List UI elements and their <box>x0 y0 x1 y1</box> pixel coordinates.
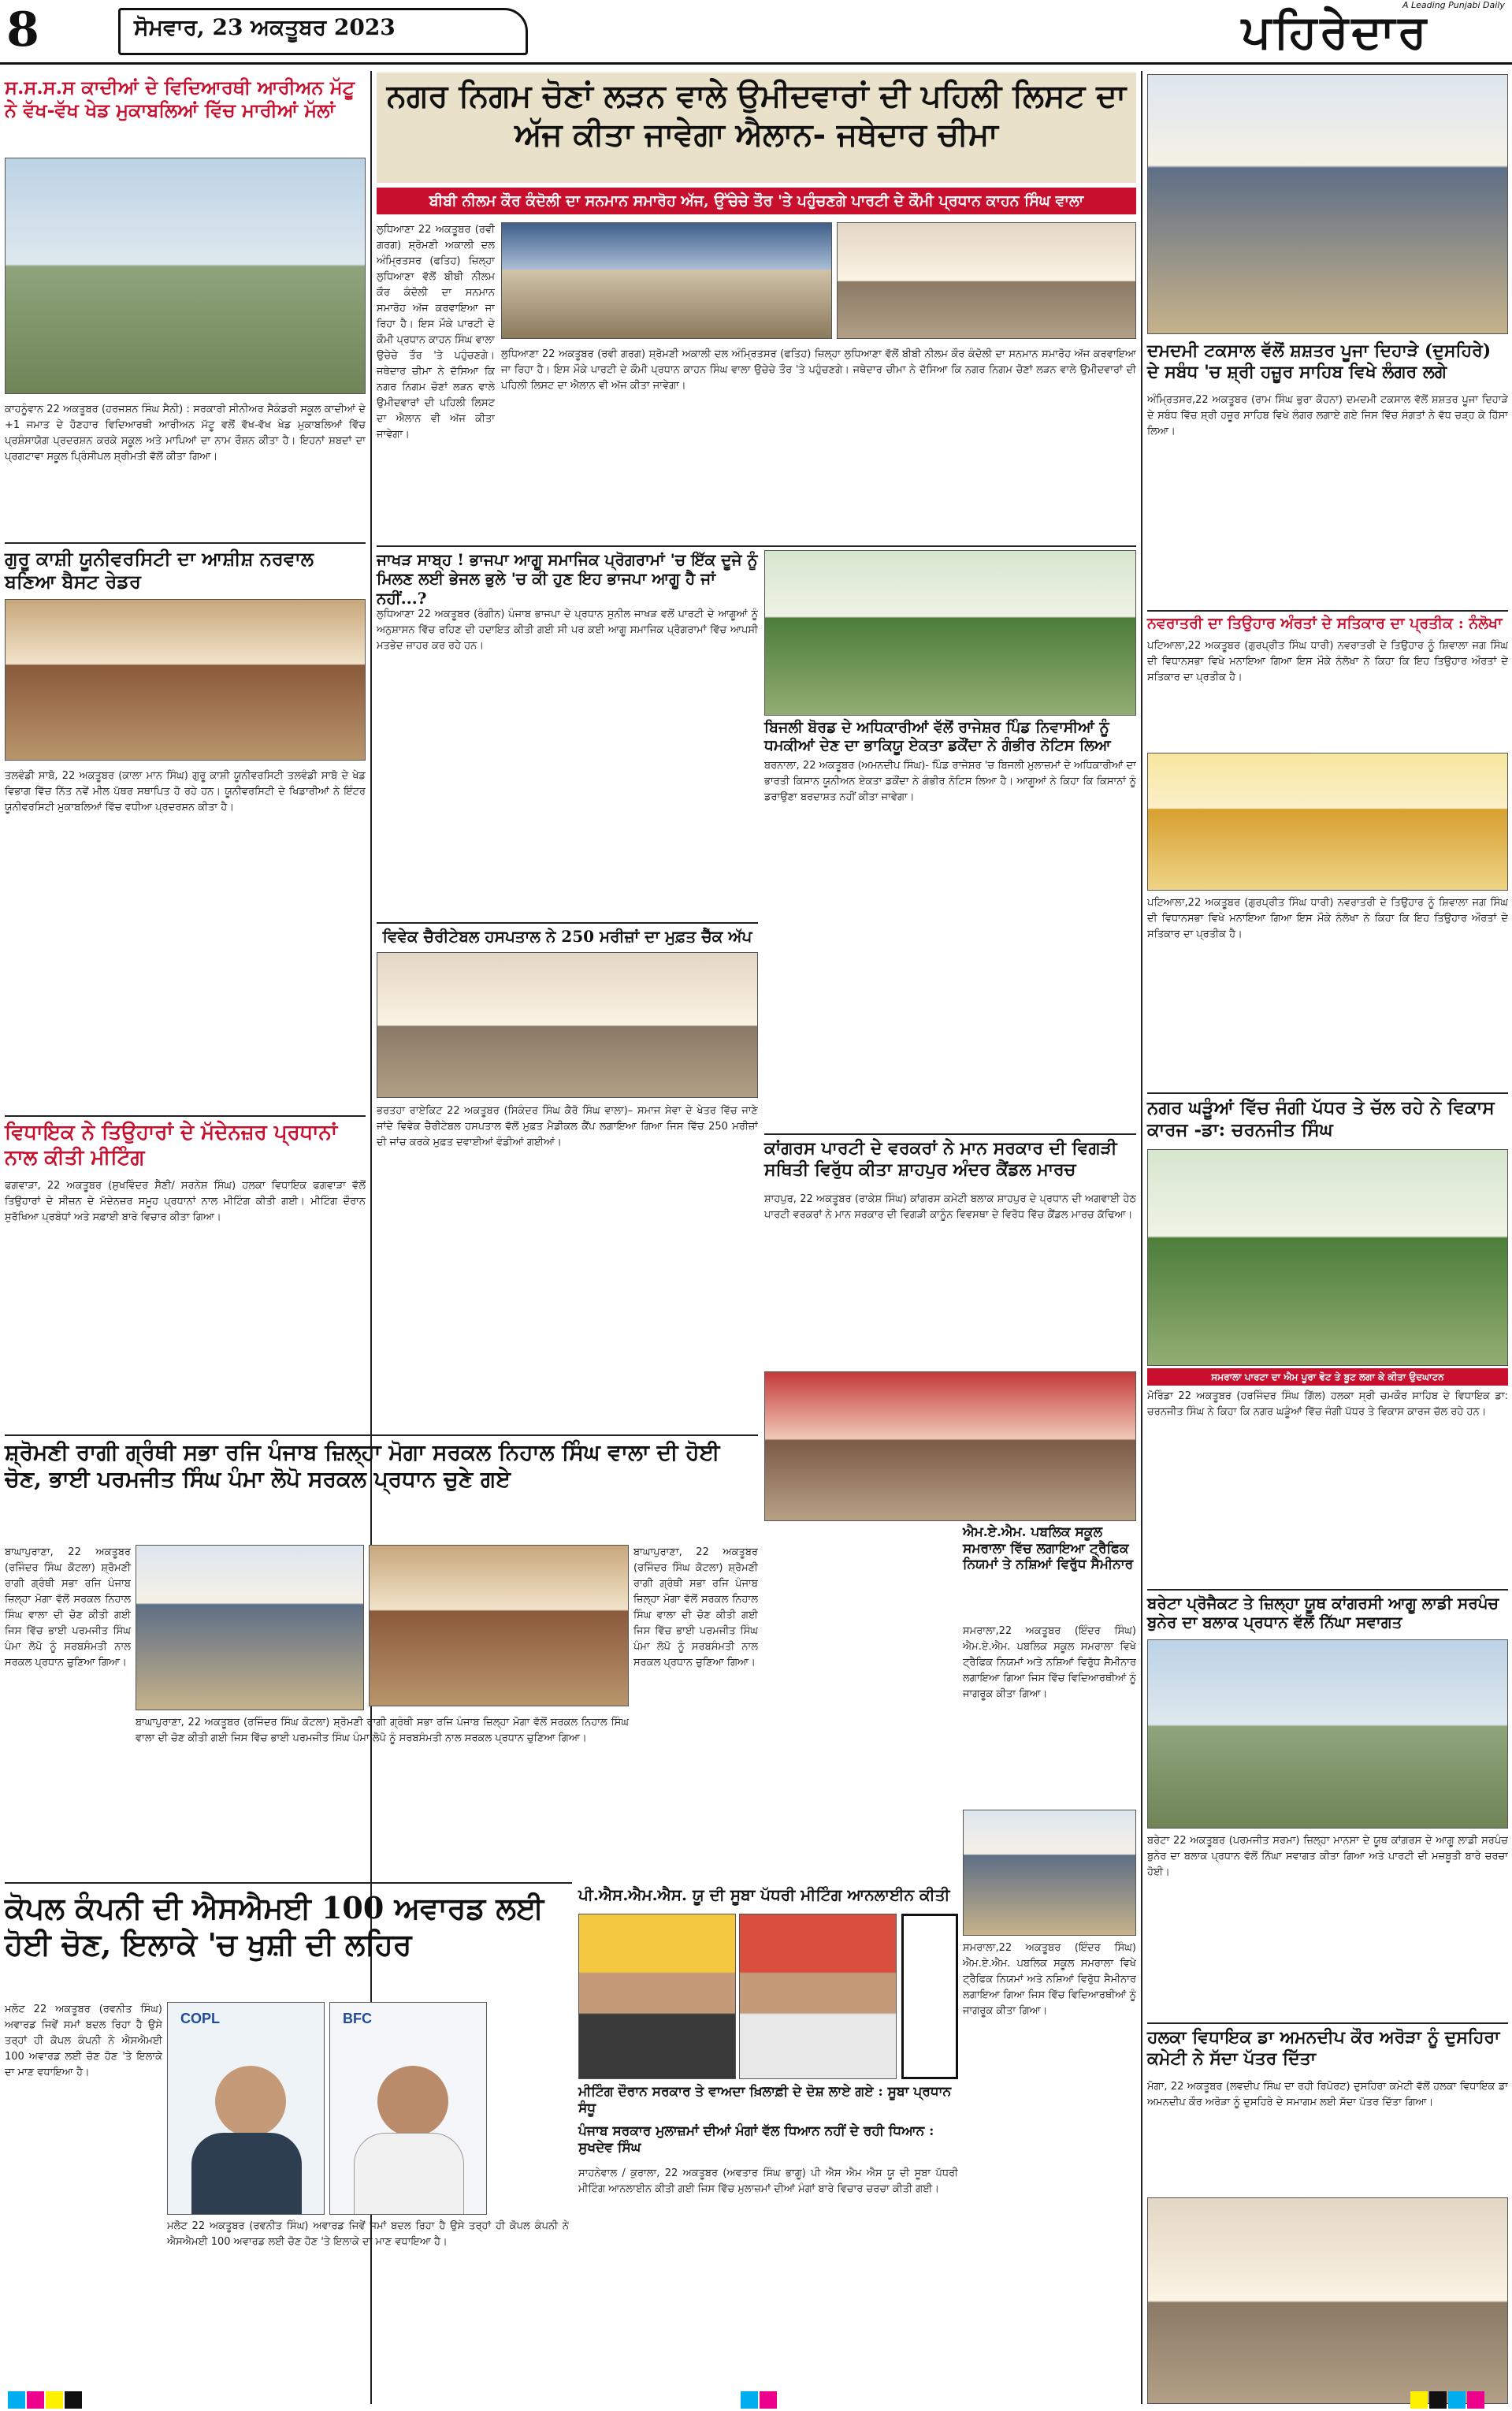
headline-right-4: ਬਰੇਟਾ ਪ੍ਰੋਜੈਕਟ ਤੇ ਜ਼ਿਲ੍ਹਾ ਯੂਥ ਕਾਂਗਰਸੀ ਆਗੂ ਲਾਡੀ ਸਰਪੰਚ ਬੁਨੇਰ ਦਾ ਬਲਾਕ ਪ੍ਰਧਾਨ ਵੱਲੋਂ ਨਿੱਘਾ ਸਵਾਗਤ <box>1147 1594 1499 1632</box>
article-body-center-6a: ਬਾਘਾਪੁਰਾਣਾ, 22 ਅਕਤੂਬਰ (ਰਜਿੰਦਰ ਸਿੰਘ ਕੋਟਲਾ) ਸ਼੍ਰੋਮਣੀ ਰਾਗੀ ਗ੍ਰੰਥੀ ਸਭਾ ਰਜਿ ਪੰਜਾਬ ਜ਼ਿਲ੍ਹਾ ਮੋਗਾ ਵੱਲੋਂ ਸਰਕਲ ਨਿਹਾਲ ਸਿੰਘ ਵਾਲਾ ਦੀ ਚੋਣ ਕੀਤੀ ਗਈ ਜਿਸ ਵਿੱਚ ਭਾਈ ਪਰਮਜੀਤ ਸਿੰਘ ਪੰਮਾ ਲੋਪੋ ਨੂੰ ਸਰਬਸੰਮਤੀ ਨਾਲ ਸਰਕਲ ਪ੍ਰਧਾਨ ਚੁਣਿਆ ਗਿਆ। <box>5 1546 131 1669</box>
registration-swatch-yellow <box>46 2391 63 2409</box>
article-body-right-3: ਮੋਰਿੰਡਾ 22 ਅਕਤੂਬਰ (ਹਰਜਿੰਦਰ ਸਿੰਘ ਗਿੱਲ) ਹਲਕਾ ਸ੍ਰੀ ਚਮਕੌਰ ਸਾਹਿਬ ਦੇ ਵਿਧਾਇਕ ਡਾ: ਚਰਨਜੀਤ ਸਿੰਘ ਨੇ ਕਿਹਾ ਕਿ ਨਗਰ ਘੜੂੰਆਂ ਵਿੱਚ ਜੰਗੀ ਪੱਧਰ ਤੇ ਵਿਕਾਸ ਕਾਰਜ ਚੱਲ ਰਹੇ ਹਨ। <box>1147 1390 1508 1418</box>
lead-subhead: ਬੀਬੀ ਨੀਲਮ ਕੌਰ ਕੰਦੋਲੀ ਦਾ ਸਨਮਾਨ ਸਮਾਰੋਹ ਅੱਜ, ਉੱਚੇਚੇ ਤੌਰ 'ਤੇ ਪਹੁੰਚਣਗੇ ਪਾਰਟੀ ਦੇ ਕੌਮੀ ਪ੍ਰਧਾਨ ਕਾਹਨ ਸਿੰਘ ਵਾਲਾ <box>377 188 1136 214</box>
registration-swatch-magenta <box>27 2391 44 2409</box>
rule <box>5 1115 366 1117</box>
registration-swatch-black <box>65 2391 82 2409</box>
rule <box>1147 1092 1508 1094</box>
photo-farmers-union <box>764 550 1136 716</box>
photo-copl-person-2 <box>329 2002 487 2215</box>
headline-left-1: ਸ.ਸ.ਸ.ਸ ਕਾਦੀਆਂ ਦੇ ਵਿਦਿਆਰਥੀ ਆਰੀਅਨ ਮੱਟੂ ਨੇ ਵੱਖ-ਵੱਖ ਖੇਡ ਮੁਕਾਬਲਿਆਂ ਵਿੱਚ ਮਾਰੀਆਂ ਮੱਲਾਂ <box>5 76 355 122</box>
lead-body-col-1: ਲੁਧਿਆਣਾ 22 ਅਕਤੂਬਰ (ਰਵੀ ਗਰਗ) ਸ਼੍ਰੋਮਣੀ ਅਕਾਲੀ ਦਲ ਅੰਮ੍ਰਿਤਸਰ (ਫਤਿਹ) ਜ਼ਿਲ੍ਹਾ ਲੁਧਿਆਣਾ ਵੱਲੋਂ ਬੀਬੀ ਨੀਲਮ ਕੌਰ ਕੰਦੋਲੀ ਦਾ ਸਨਮਾਨ ਸਮਾਰੋਹ ਅੱਜ ਕਰਵਾਇਆ ਜਾ ਰਿਹਾ ਹੈ। ਇਸ ਮੌਕੇ ਪਾਰਟੀ ਦੇ ਕੌਮੀ ਪ੍ਰਧਾਨ ਕਾਹਨ ਸਿੰਘ ਵਾਲਾ ਉਚੇਚੇ ਤੌਰ 'ਤੇ ਪਹੁੰਚਣਗੇ। ਜਥੇਦਾਰ ਚੀਮਾ ਨੇ ਦੱਸਿਆ ਕਿ ਨਗਰ ਨਿਗਮ ਚੋਣਾਂ ਲੜਨ ਵਾਲੇ ਉਮੀਦਵਾਰਾਂ ਦੀ ਪਹਿਲੀ ਲਿਸਟ ਦਾ ਐਲਾਨ ਵੀ ਅੱਜ ਕੀਤਾ ਜਾਵੇਗਾ। <box>377 224 495 441</box>
lead-headline: ਨਗਰ ਨਿਗਮ ਚੋਣਾਂ ਲੜਨ ਵਾਲੇ ਉਮੀਦਵਾਰਾਂ ਦੀ ਪਹਿਲੀ ਲਿਸਟ ਦਾ ਅੱਜ ਕੀਤਾ ਜਾਵੇਗਾ ਐਲਾਨ- ਜਥੇਦਾਰ ਚੀਮਾ <box>377 73 1136 183</box>
rule <box>764 1133 1136 1135</box>
registration-swatch-cyan <box>8 2391 25 2409</box>
headline-left-2: ਗੁਰੂ ਕਾਸ਼ੀ ਯੂਨੀਵਰਸਿਟੀ ਦਾ ਆਸ਼ੀਸ਼ ਨਰਵਾਲ ਬਣਿਆ ਬੈਸਟ ਰੇਡਰ <box>5 547 314 593</box>
registration-swatch-cyan <box>1448 2391 1466 2409</box>
masthead-title: ਪਹਿਰੇਦਾਰ <box>1241 5 1430 58</box>
article-body-center-9a: ਸਮਰਾਲਾ,22 ਅਕਤੂਬਰ (ਇੰਦਰ ਸਿੰਘ) ਐਮ.ਏ.ਐਮ. ਪਬਲਿਕ ਸਕੂਲ ਸਮਰਾਲਾ ਵਿਖੇ ਟ੍ਰੈਫਿਕ ਨਿਯਮਾਂ ਅਤੇ ਨਸ਼ਿਆਂ ਵਿਰੁੱਧ ਸੈਮੀਨਾਰ ਲਗਾਇਆ ਗਿਆ ਜਿਸ ਵਿੱਚ ਵਿਦਿਆਰਥੀਆਂ ਨੂੰ ਜਾਗਰੂਕ ਕੀਤਾ ਗਿਆ। <box>963 1625 1136 1700</box>
avatar <box>215 2066 286 2137</box>
masthead-tagline: A Leading Punjabi Daily <box>1402 0 1505 10</box>
photo-hospital-camp <box>377 952 758 1098</box>
registration-swatch-black <box>1429 2391 1447 2409</box>
headline-center-4: ਵਿਵੇਕ ਚੈਰੀਟੇਬਲ ਹਸਪਤਾਲ ਨੇ 250 ਮਰੀਜ਼ਾਂ ਦਾ ਮੁਫ਼ਤ ਚੈੱਕ ਅੱਪ <box>382 927 752 946</box>
rule <box>377 545 1136 547</box>
article-body-center-9b: ਸਮਰਾਲਾ,22 ਅਕਤੂਬਰ (ਇੰਦਰ ਸਿੰਘ) ਐਮ.ਏ.ਐਮ. ਪਬਲਿਕ ਸਕੂਲ ਸਮਰਾਲਾ ਵਿਖੇ ਟ੍ਰੈਫਿਕ ਨਿਯਮਾਂ ਅਤੇ ਨਸ਼ਿਆਂ ਵਿਰੁੱਧ ਸੈਮੀਨਾਰ ਲਗਾਇਆ ਗਿਆ ਜਿਸ ਵਿੱਚ ਵਿਦਿਆਰਥੀਆਂ ਨੂੰ ਜਾਗਰੂਕ ਕੀਤਾ ਗਿਆ। <box>963 1942 1136 2017</box>
article-body-center-2: ਲੁਧਿਆਣਾ 22 ਅਕਤੂਬਰ (ਰੰਗੀਨ) ਪੰਜਾਬ ਭਾਜਪਾ ਦੇ ਪ੍ਰਧਾਨ ਸੁਨੀਲ ਜਾਖੜ ਵਲੋਂ ਪਾਰਟੀ ਦੇ ਆਗੂਆਂ ਨੂੰ ਅਨੁਸ਼ਾਸਨ ਵਿੱਚ ਰਹਿਣ ਦੀ ਹਦਾਇਤ ਕੀਤੀ ਗਈ ਸੀ ਪਰ ਕਈ ਆਗੂ ਸਮਾਜਿਕ ਪ੍ਰੋਗਰਾਮਾਂ ਵਿੱਚ ਆਪਸੀ ਮਤਭੇਦ ਜ਼ਾਹਰ ਕਰ ਰਹੇ ਹਨ। <box>377 608 758 652</box>
headline-right-1: ਦਮਦਮੀ ਟਕਸਾਲ ਵੱਲੋਂ ਸ਼ਸ਼ਤਰ ਪੂਜਾ ਦਿਹਾੜੇ (ਦੁਸਹਿਰੇ) ਦੇ ਸਬੰਧ 'ਚ ਸ਼੍ਰੀ ਹਜ਼ੂਰ ਸਾਹਿਬ ਵਿਖੇ ਲੰਗਰ ਲਗੇ <box>1147 340 1492 382</box>
photo-navratri-event <box>1147 753 1508 891</box>
headline-right-5: ਹਲਕਾ ਵਿਧਾਇਕ ਡਾ ਅਮਨਦੀਪ ਕੌਰ ਅਰੋੜਾ ਨੂੰ ਦੁਸਹਿਰਾ ਕਮੇਟੀ ਨੇ ਸੱਦਾ ਪੱਤਰ ਦਿੱਤਾ <box>1147 2027 1500 2069</box>
lead-body-col-2: ਲੁਧਿਆਣਾ 22 ਅਕਤੂਬਰ (ਰਵੀ ਗਰਗ) ਸ਼੍ਰੋਮਣੀ ਅਕਾਲੀ ਦਲ ਅੰਮ੍ਰਿਤਸਰ (ਫਤਿਹ) ਜ਼ਿਲ੍ਹਾ ਲੁਧਿਆਣਾ ਵੱਲੋਂ ਬੀਬੀ ਨੀਲਮ ਕੌਰ ਕੰਦੋਲੀ ਦਾ ਸਨਮਾਨ ਸਮਾਰੋਹ ਅੱਜ ਕਰਵਾਇਆ ਜਾ ਰਿਹਾ ਹੈ। ਇਸ ਮੌਕੇ ਪਾਰਟੀ ਦੇ ਕੌਮੀ ਪ੍ਰਧਾਨ ਕਾਹਨ ਸਿੰਘ ਵਾਲਾ ਉਚੇਚੇ ਤੌਰ 'ਤੇ ਪਹੁੰਚਣਗੇ। ਜਥੇਦਾਰ ਚੀਮਾ ਨੇ ਦੱਸਿਆ ਕਿ ਨਗਰ ਨਿਗਮ ਚੋਣਾਂ ਲੜਨ ਵਾਲੇ ਉਮੀਦਵਾਰਾਂ ਦੀ ਪਹਿਲੀ ਲਿਸਟ ਦਾ ਐਲਾਨ ਵੀ ਅੱਜ ਕੀਤਾ ਜਾਵੇਗਾ। <box>501 348 1136 392</box>
headline-center-6: ਸ਼੍ਰੋਮਣੀ ਰਾਗੀ ਗ੍ਰੰਥੀ ਸਭਾ ਰਜਿ ਪੰਜਾਬ ਜ਼ਿਲ੍ਹਾ ਮੋਗਾ ਸਰਕਲ ਨਿਹਾਲ ਸਿੰਘ ਵਾਲਾ ਦੀ ਹੋਈ ਚੋਣ, ਭਾਈ ਪਰਮਜੀਤ ਸਿੰਘ ਪੰਮਾ ਲੋਪੋ ਸਰਕਲ ਪ੍ਰਧਾਨ ਚੁਣੇ ਗਏ <box>5 1439 720 1493</box>
photo-invitation-handover <box>1147 2197 1508 2404</box>
headline-center-3: ਬਿਜਲੀ ਬੋਰਡ ਦੇ ਅਧਿਕਾਰੀਆਂ ਵੱਲੋਂ ਰਾਜੇਸ਼ਰ ਪਿੰਡ ਨਿਵਾਸੀਆਂ ਨੂੰ ਧਮਕੀਆਂ ਦੇਣ ਦਾ ਭਾਕਿਯੂ ਏਕਤਾ ਡਕੌਂਦਾ ਨੇ ਗੰਭੀਰ ਨੋਟਿਸ ਲਿਆ <box>764 719 1111 755</box>
headline-center-8: ਪੀ.ਐਸ.ਐਮ.ਐਸ. ਯੂ ਦੀ ਸੂਬਾ ਪੱਧਰੀ ਮੀਟਿੰਗ ਆਨਲਾਈਨ ਕੀਤੀ <box>578 1885 950 1904</box>
photo-copl-person-1 <box>167 2002 325 2215</box>
rule <box>1147 2022 1508 2024</box>
article-body-center-4: ਭਰਤਹਾ ਰਾਏਕਿਟ 22 ਅਕਤੂਬਰ (ਸਿਕੰਦਰ ਸਿੰਘ ਕੈਰੋ ਸਿੰਘ ਵਾਲਾ)– ਸਮਾਜ ਸੇਵਾ ਦੇ ਖੇਤਰ ਵਿੱਚ ਜਾਣੇ ਜਾਂਦੇ ਵਿਵੇਕ ਚੈਰੀਟੇਬਲ ਹਸਪਤਾਲ ਵੱਲੋਂ ਮੁਫ਼ਤ ਮੈਡੀਕਲ ਕੈਂਪ ਲਗਾਇਆ ਗਿਆ ਜਿਸ ਵਿੱਚ 250 ਮਰੀਜ਼ਾਂ ਦੀ ਜਾਂਚ ਕਰਕੇ ਮੁਫ਼ਤ ਦਵਾਈਆਂ ਵੰਡੀਆਂ ਗਈਆਂ। <box>377 1105 758 1148</box>
article-body-center-5: ਸ਼ਾਹਪੁਰ, 22 ਅਕਤੂਬਰ (ਰਾਕੇਸ਼ ਸਿੰਘ) ਕਾਂਗਰਸ ਕਮੇਟੀ ਬਲਾਕ ਸ਼ਾਹਪੁਰ ਦੇ ਪ੍ਰਧਾਨ ਦੀ ਅਗਵਾਈ ਹੇਠ ਪਾਰਟੀ ਵਰਕਰਾਂ ਨੇ ਮਾਨ ਸਰਕਾਰ ਦੀ ਵਿਗੜੀ ਕਾਨੂੰਨ ਵਿਵਸਥਾ ਦੇ ਵਿਰੋਧ ਵਿੱਚ ਕੈਂਡਲ ਮਾਰਚ ਕੱਢਿਆ। <box>764 1193 1136 1221</box>
article-body-center-3: ਬਰਨਾਲਾ, 22 ਅਕਤੂਬਰ (ਅਮਨਦੀਪ ਸਿੰਘ)- ਪਿੰਡ ਰਾਜੇਸ਼ਰ 'ਚ ਬਿਜਲੀ ਮੁਲਾਜ਼ਮਾਂ ਦੇ ਅਧਿਕਾਰੀਆਂ ਦਾ ਭਾਰਤੀ ਕਿਸਾਨ ਯੂਨੀਅਨ ਏਕਤਾ ਡਕੌਂਦਾ ਨੇ ਗੰਭੀਰ ਨੋਟਿਸ ਲਿਆ ਹੈ। ਆਗੂਆਂ ਨੇ ਕਿਹਾ ਕਿ ਕਿਸਾਨਾਂ ਨੂੰ ਡਰਾਉਣਾ ਬਰਦਾਸ਼ਤ ਨਹੀਂ ਕੀਤਾ ਜਾਵੇਗਾ। <box>764 760 1136 803</box>
headline-center-5: ਕਾਂਗਰਸ ਪਾਰਟੀ ਦੇ ਵਰਕਰਾਂ ਨੇ ਮਾਨ ਸਰਕਾਰ ਦੀ ਵਿਗੜੀ ਸਥਿਤੀ ਵਿਰੁੱਧ ਕੀਤਾ ਸ਼ਾਹਪੁਰ ਅੰਦਰ ਕੈਂਡਲ ਮਾਰਚ <box>764 1138 1117 1180</box>
copl-logo: COPL <box>180 2011 221 2026</box>
registration-swatch-magenta <box>1467 2391 1484 2409</box>
quote-2: ਪੰਜਾਬ ਸਰਕਾਰ ਮੁਲਾਜ਼ਮਾਂ ਦੀਆਂ ਮੰਗਾਂ ਵੱਲ ਧਿਆਨ ਨਹੀਂ ਦੇ ਰਹੀ ਧਿਆਨ : ਸੁਖਦੇਵ ਸਿੰਘ <box>578 2123 934 2156</box>
headline-center-7: ਕੋਪਲ ਕੰਪਨੀ ਦੀ ਐਸਐਮਈ 100 ਅਵਾਰਡ ਲਈ ਹੋਈ ਚੋਣ, ਇਲਾਕੇ 'ਚ ਖੁਸ਼ੀ ਦੀ ਲਹਿਰ <box>5 1890 544 1963</box>
rule <box>5 1434 758 1436</box>
photo-lead-event-group <box>837 222 1136 339</box>
photo-ragi-sabha-group <box>136 1545 364 1710</box>
headline-center-9: ਐਮ.ਏ.ਐਮ. ਪਬਲਿਕ ਸਕੂਲ ਸਮਰਾਲਾ ਵਿੱਚ ਲਗਾਇਆ ਟ੍ਰੈਫਿਕ ਨਿਯਮਾਂ ਤੇ ਨਸ਼ਿਆਂ ਵਿਰੁੱਧ ਸੈਮੀਨਾਰ <box>963 1524 1134 1573</box>
photo-caption-right-3: ਸਮਰਾਲਾ ਪਾਰਟਾ ਦਾ ਐਮ ਪੂਰਾ ਵੋਟ ਤੇ ਬੂਟ ਲਗਾ ਕੇ ਕੀਤਾ ਉਦਘਾਟਨ <box>1147 1368 1508 1386</box>
headline-right-2: ਨਵਰਾਤਰੀ ਦਾ ਤਿਉਹਾਰ ਅੰਰਤਾਂ ਦੇ ਸਤਿਕਾਰ ਦਾ ਪ੍ਰਤੀਕ : ਨੰਲੋਖਾ <box>1147 615 1503 632</box>
article-body-center-6c: ਬਾਘਾਪੁਰਾਣਾ, 22 ਅਕਤੂਬਰ (ਰਜਿੰਦਰ ਸਿੰਘ ਕੋਟਲਾ) ਸ਼੍ਰੋਮਣੀ ਰਾਗੀ ਗ੍ਰੰਥੀ ਸਭਾ ਰਜਿ ਪੰਜਾਬ ਜ਼ਿਲ੍ਹਾ ਮੋਗਾ ਵੱਲੋਂ ਸਰਕਲ ਨਿਹਾਲ ਸਿੰਘ ਵਾਲਾ ਦੀ ਚੋਣ ਕੀਤੀ ਗਈ ਜਿਸ ਵਿੱਚ ਭਾਈ ਪਰਮਜੀਤ ਸਿੰਘ ਪੰਮਾ ਲੋਪੋ ਨੂੰ ਸਰਬਸੰਮਤੀ ਨਾਲ ਸਰਕਲ ਪ੍ਰਧਾਨ ਚੁਣਿਆ ਗਿਆ। <box>136 1717 629 1744</box>
photo-union-leader-1 <box>578 1914 736 2079</box>
photo-ragi-sabha-meeting <box>369 1545 629 1706</box>
article-body-right-2b: ਪਟਿਆਲਾ,22 ਅਕਤੂਬਰ (ਗੁਰਪ੍ਰੀਤ ਸਿੰਘ ਧਾਰੀ) ਨਵਰਾਤਰੀ ਦੇ ਤਿਉਹਾਰ ਨੂੰ ਸ਼ਿਵਾਲਾ ਜਗ ਸਿੰਘ ਦੀ ਵਿਧਾਨਸਭਾ ਵਿਖੇ ਮਨਾਇਆ ਗਿਆ ਇਸ ਮੌਕੇ ਨੰਲੋਖਾ ਨੇ ਕਿਹਾ ਕਿ ਇਹ ਤਿਉਹਾਰ ਔਰਤਾਂ ਦੇ ਸਤਿਕਾਰ ਦਾ ਪ੍ਰਤੀਕ ਹੈ। <box>1147 897 1508 940</box>
article-body-left-1: ਕਾਹਨੂੰਵਾਨ 22 ਅਕਤੂਬਰ (ਹਰਜਸ਼ਨ ਸਿੰਘ ਸੈਨੀ) : ਸਰਕਾਰੀ ਸੀਨੀਅਰ ਸੈਕੰਡਰੀ ਸਕੂਲ ਕਾਦੀਆਂ ਦੇ +1 ਜਮਾਤ ਦੇ ਹੋਣਹਾਰ ਵਿਦਿਆਰਥੀ ਆਰੀਅਨ ਮੱਟੂ ਵਲੋਂ ਵੱਖ-ਵੱਖ ਖੇਡ ਮੁਕਾਬਲਿਆਂ ਵਿੱਚ ਪ੍ਰਸ਼ੰਸਾਯੋਗ ਪ੍ਰਦਰਸ਼ਨ ਕਰਕੇ ਸਕੂਲ ਅਤੇ ਮਾਪਿਆਂ ਦਾ ਨਾਮ ਰੌਸ਼ਨ ਕੀਤਾ ਹੈ। ਇਹਨਾਂ ਸ਼ਬਦਾਂ ਦਾ ਪ੍ਰਗਟਾਵਾ ਸਕੂਲ ਪ੍ਰਿੰਸੀਪਲ ਸ਼੍ਰੀਮਤੀ ਵੱਲੋਂ ਕੀਤਾ ਗਿਆ। <box>5 404 366 463</box>
avatar <box>377 2066 448 2137</box>
photo-tree-planting <box>1147 1149 1508 1366</box>
bfc-logo: BFC <box>343 2011 372 2026</box>
photo-guru-kashi-team <box>5 599 366 761</box>
article-body-center-7a: ਮਲੋਟ 22 ਅਕਤੂਬਰ (ਰਵਨੀਤ ਸਿੰਘ) ਅਵਾਰਡ ਜਿਵੇਂ ਸਮਾਂ ਬਦਲ ਰਿਹਾ ਹੈ ਉਸੇ ਤਰ੍ਹਾਂ ਹੀ ਕੋਪਲ ਕੰਪਨੀ ਨੇ ਐਸਐਮਈ 100 ਅਵਾਰਡ ਲਈ ਚੋਣ ਹੋਣ 'ਤੇ ਇਲਾਕੇ ਦਾ ਮਾਣ ਵਧਾਇਆ ਹੈ। <box>5 2004 162 2078</box>
registration-swatch-yellow <box>1410 2391 1428 2409</box>
rule <box>5 542 366 544</box>
article-body-left-3: ਫਗਵਾੜਾ, 22 ਅਕਤੂਬਰ (ਸੁਖਵਿੰਦਰ ਸੈਣੀ/ ਸਰਨੇਸ਼ ਸਿੰਘ) ਹਲਕਾ ਵਿਧਾਇਕ ਫਗਵਾੜਾ ਵੱਲੋਂ ਤਿਉਹਾਰਾਂ ਦੇ ਸੀਜ਼ਨ ਦੇ ਮੱਦੇਨਜ਼ਰ ਸਮੂਹ ਪ੍ਰਧਾਨਾਂ ਨਾਲ ਮੀਟਿੰਗ ਕੀਤੀ ਗਈ। ਮੀਟਿੰਗ ਦੌਰਾਨ ਸੁਰੱਖਿਆ ਪ੍ਰਬੰਧਾਂ ਅਤੇ ਸਫ਼ਾਈ ਬਾਰੇ ਵਿਚਾਰ ਕੀਤਾ ਗਿਆ। <box>5 1180 366 1223</box>
photo-union-leader-2 <box>739 1914 897 2079</box>
print-registration-strip <box>0 2391 1512 2411</box>
photo-candle-march <box>764 1371 1136 1521</box>
rule <box>377 922 758 924</box>
article-body-center-8: ਸਾਹਨੇਵਾਲ / ਕੁਰਾਲਾ, 22 ਅਕਤੂਬਰ (ਅਵਤਾਰ ਸਿੰਘ ਭਾਗੂ) ਪੀ ਐਸ ਐਮ ਐਸ ਯੂ ਦੀ ਸੂਬਾ ਪੱਧਰੀ ਮੀਟਿੰਗ ਆਨਲਾਈਨ ਕੀਤੀ ਗਈ ਜਿਸ ਵਿੱਚ ਮੁਲਾਜ਼ਮਾਂ ਦੀਆਂ ਮੰਗਾਂ ਬਾਰੇ ਵਿਚਾਰ ਚਰਚਾ ਕੀਤੀ ਗਈ। <box>578 2167 958 2195</box>
page-number: 8 <box>0 0 46 60</box>
photo-school-seminar <box>963 1810 1136 1936</box>
photo-sports-students <box>5 158 366 394</box>
photo-lead-event-stage <box>501 222 832 339</box>
rule <box>5 1882 572 1884</box>
column-divider <box>1141 71 1142 2404</box>
article-body-right-5: ਮੋਗਾ, 22 ਅਕਤੂਬਰ (ਲਵਦੀਪ ਸਿੰਘ ਦਾ ਰਹੀ ਰਿਪੋਰਟ) ਦੁਸਹਿਰਾ ਕਮੇਟੀ ਵੱਲੋਂ ਹਲਕਾ ਵਿਧਾਇਕ ਡਾ ਅਮਨਦੀਪ ਕੌਰ ਅਰੋੜਾ ਨੂੰ ਦੁਸਹਿਰੇ ਦੇ ਸਮਾਗਮ ਲਈ ਸੱਦਾ ਪੱਤਰ ਦਿੱਤਾ ਗਿਆ। <box>1147 2081 1508 2108</box>
article-body-center-6b: ਬਾਘਾਪੁਰਾਣਾ, 22 ਅਕਤੂਬਰ (ਰਜਿੰਦਰ ਸਿੰਘ ਕੋਟਲਾ) ਸ਼੍ਰੋਮਣੀ ਰਾਗੀ ਗ੍ਰੰਥੀ ਸਭਾ ਰਜਿ ਪੰਜਾਬ ਜ਼ਿਲ੍ਹਾ ਮੋਗਾ ਵੱਲੋਂ ਸਰਕਲ ਨਿਹਾਲ ਸਿੰਘ ਵਾਲਾ ਦੀ ਚੋਣ ਕੀਤੀ ਗਈ ਜਿਸ ਵਿੱਚ ਭਾਈ ਪਰਮਜੀਤ ਸਿੰਘ ਪੰਮਾ ਲੋਪੋ ਨੂੰ ਸਰਬਸੰਮਤੀ ਨਾਲ ਸਰਕਲ ਪ੍ਰਧਾਨ ਚੁਣਿਆ ਗਿਆ। <box>633 1546 758 1669</box>
headline-right-3: ਨਗਰ ਘੜੂੰਆਂ ਵਿੱਚ ਜੰਗੀ ਪੱਧਰ ਤੇ ਚੱਲ ਰਹੇ ਨੇ ਵਿਕਾਸ ਕਾਰਜ -ਡਾ: ਚਰਨਜੀਤ ਸਿੰਘ <box>1147 1097 1495 1141</box>
photo-dasehra-langar <box>1147 74 1508 334</box>
article-body-right-1: ਅੰਮ੍ਰਿਤਸਰ,22 ਅਕਤੂਬਰ (ਰਾਮ ਸਿੰਘ ਭੁਰਾ ਕੋਹਨਾ) ਦਮਦਮੀ ਟਕਸਾਲ ਵੱਲੋਂ ਸ਼ਸ਼ਤਰ ਪੂਜਾ ਦਿਹਾੜੇ ਦੇ ਸਬੰਧ ਵਿੱਚ ਸ਼੍ਰੀ ਹਜ਼ੂਰ ਸਾਹਿਬ ਵਿਖੇ ਲੰਗਰ ਲਗਾਏ ਗਏ ਜਿਸ ਵਿੱਚ ਸੰਗਤਾਂ ਨੇ ਵੱਧ ਚੜ੍ਹ ਕੇ ਹਿੱਸਾ ਲਿਆ। <box>1147 394 1508 437</box>
headline-center-2: ਜਾਖੜ ਸਾਬ੍ਹ ! ਭਾਜਪਾ ਆਗੂ ਸਮਾਜਿਕ ਪ੍ਰੋਗਰਾਮਾਂ 'ਚ ਇੱਕ ਦੂਜੇ ਨੂੰ ਮਿਲਣ ਲਈ ਭੇਜਲ ਭੁਲੇ 'ਚ ਕੀ ਹੁਣ ਇਹ ਭਾਜਪਾ ਆਗੂ ਹੈ ਜਾਂ ਨਹੀਂ...? <box>377 550 758 608</box>
registration-swatch-cyan <box>741 2391 758 2409</box>
article-body-center-7b: ਮਲੋਟ 22 ਅਕਤੂਬਰ (ਰਵਨੀਤ ਸਿੰਘ) ਅਵਾਰਡ ਜਿਵੇਂ ਸਮਾਂ ਬਦਲ ਰਿਹਾ ਹੈ ਉਸੇ ਤਰ੍ਹਾਂ ਹੀ ਕੋਪਲ ਕੰਪਨੀ ਨੇ ਐਸਐਮਈ 100 ਅਵਾਰਡ ਲਈ ਚੋਣ ਹੋਣ 'ਤੇ ਇਲਾਕੇ ਦਾ ਮਾਣ ਵਧਾਇਆ ਹੈ। <box>167 2220 569 2248</box>
quote-box-frame <box>901 1914 958 2079</box>
rule <box>1147 610 1508 612</box>
article-body-left-2: ਤਲਵੰਡੀ ਸਾਬੋ, 22 ਅਕਤੂਬਰ (ਕਾਲਾ ਮਾਨ ਸਿੰਘ) ਗੁਰੂ ਕਾਸ਼ੀ ਯੂਨੀਵਰਸਿਟੀ ਤਲਵੰਡੀ ਸਾਬੋ ਦੇ ਖੇਡ ਵਿਭਾਗ ਵਿੱਚ ਨਿੱਤ ਨਵੇਂ ਮੀਲ ਪੱਥਰ ਸਥਾਪਿਤ ਹੋ ਰਹੇ ਹਨ। ਯੂਨੀਵਰਸਿਟੀ ਦੇ ਖਿਡਾਰੀਆਂ ਨੇ ਇੰਟਰ ਯੂਨੀਵਰਸਿਟੀ ਮੁਕਾਬਲਿਆਂ ਵਿੱਚ ਵਧੀਆ ਪ੍ਰਦਰਸ਼ਨ ਕੀਤਾ ਹੈ। <box>5 770 366 813</box>
photo-congress-welcome <box>1147 1639 1508 1829</box>
article-body-right-4: ਬਰੇਟਾ 22 ਅਕਤੂਬਰ (ਪਰਮਜੀਤ ਸਰਮਾ) ਜ਼ਿਲ੍ਹਾ ਮਾਨਸਾ ਦੇ ਯੂਥ ਕਾਂਗਰਸ ਦੇ ਆਗੂ ਲਾਡੀ ਸਰਪੰਚ ਬੁਨੇਰ ਦਾ ਬਲਾਕ ਪ੍ਰਧਾਨ ਵੱਲੋਂ ਨਿੱਘਾ ਸਵਾਗਤ ਕੀਤਾ ਗਿਆ ਅਤੇ ਪਾਰਟੀ ਦੀ ਮਜ਼ਬੂਤੀ ਬਾਰੇ ਚਰਚਾ ਹੋਈ। <box>1147 1835 1508 1878</box>
issue-date: ਸੋਮਵਾਰ, 23 ਅਕਤੂਬਰ 2023 <box>134 14 396 40</box>
article-body-right-2a: ਪਟਿਆਲਾ,22 ਅਕਤੂਬਰ (ਗੁਰਪ੍ਰੀਤ ਸਿੰਘ ਧਾਰੀ) ਨਵਰਾਤਰੀ ਦੇ ਤਿਉਹਾਰ ਨੂੰ ਸ਼ਿਵਾਲਾ ਜਗ ਸਿੰਘ ਦੀ ਵਿਧਾਨਸਭਾ ਵਿਖੇ ਮਨਾਇਆ ਗਿਆ ਇਸ ਮੌਕੇ ਨੰਲੋਖਾ ਨੇ ਕਿਹਾ ਕਿ ਇਹ ਤਿਉਹਾਰ ਔਰਤਾਂ ਦੇ ਸਤਿਕਾਰ ਦਾ ਪ੍ਰਤੀਕ ਹੈ। <box>1147 640 1508 683</box>
registration-swatch-magenta <box>760 2391 777 2409</box>
rule <box>1147 1589 1508 1591</box>
quote-1: ਮੀਟਿੰਗ ਦੌਰਾਨ ਸਰਕਾਰ ਤੇ ਵਾਅਦਾ ਖ਼ਿਲਾਫ਼ੀ ਦੇ ਦੋਸ਼ ਲਾਏ ਗਏ : ਸੂਬਾ ਪ੍ਰਧਾਨ ਸੰਧੂ <box>578 2084 952 2116</box>
headline-left-3: ਵਿਧਾਇਕ ਨੇ ਤਿਉਹਾਰਾਂ ਦੇ ਮੱਦੇਨਜ਼ਰ ਪ੍ਰਧਾਨਾਂ ਨਾਲ ਕੀਤੀ ਮੀਟਿੰਗ <box>5 1121 338 1170</box>
